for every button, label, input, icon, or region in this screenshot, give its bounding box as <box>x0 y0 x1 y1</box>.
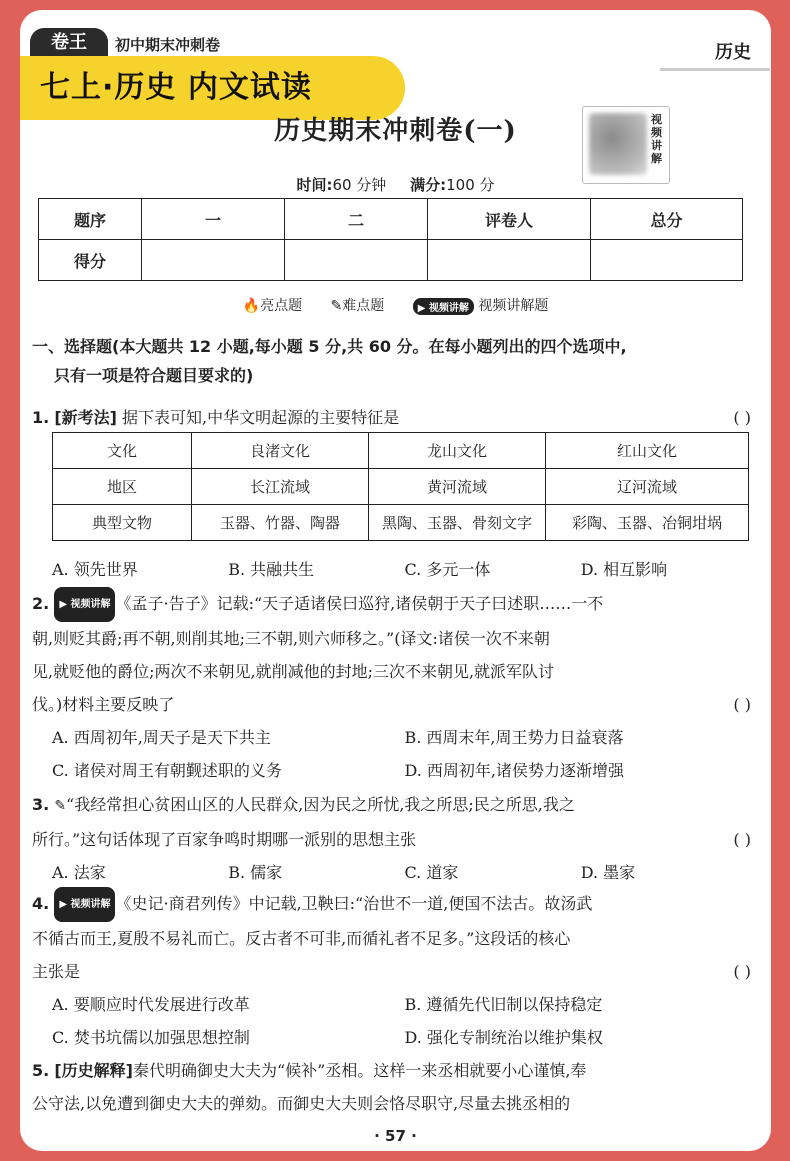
score-table-header <box>39 199 743 240</box>
qr-label: 视频讲解 <box>651 113 662 165</box>
q2-option-c[interactable]: C. 诸侯对周王有朝觐述职的义务 <box>52 761 282 780</box>
q4-option-c[interactable]: C. 焚书坑儒以加强思想控制 <box>52 1028 250 1047</box>
q2-line-4: 伐。)材料主要反映了 <box>32 695 175 714</box>
q2-answer-slot[interactable]: ( ) <box>733 695 751 714</box>
q2-line-1: 《孟子·告子》记载:“天子适诸侯曰巡狩,诸侯朝于天子曰述职……一不 <box>115 594 604 613</box>
qr-image-icon <box>589 113 647 175</box>
table-cell: 文化 <box>53 433 192 469</box>
section-line-1: 一、选择题(本大题共 12 小题,每小题 5 分,共 60 分。在每小题列出的四个选项中, <box>32 337 627 356</box>
q1-culture-table <box>52 432 749 541</box>
legend-difficult <box>331 298 385 314</box>
flame-icon: 🔥 <box>242 298 261 314</box>
q5-number: 5. <box>32 1061 50 1080</box>
subject-tag: 历史 <box>715 42 751 63</box>
score-header-cell: 一 <box>142 199 285 240</box>
section-heading <box>32 332 757 390</box>
table-row <box>53 433 749 469</box>
q5-tag: [历史解释] <box>54 1061 133 1080</box>
page-number: · 57 · <box>374 1127 417 1145</box>
table-cell: 典型文物 <box>53 505 192 541</box>
table-cell: 彩陶、玉器、冶铜坩埚 <box>546 505 749 541</box>
section-line-2: 只有一项是符合题目要求的) <box>54 366 254 385</box>
score-header-cell: 总分 <box>591 199 743 240</box>
question-4 <box>32 887 757 1054</box>
q2-line-2: 朝,则贬其爵;再不朝,则削其地;三不朝,则六师移之。”(译文:诸侯一次不来朝 <box>32 629 550 648</box>
question-1 <box>32 401 757 434</box>
table-cell: 长江流域 <box>192 469 369 505</box>
table-cell: 辽河流域 <box>546 469 749 505</box>
q2-line-3: 见,就贬他的爵位;两次不来朝见,就削减他的封地;三次不来朝见,就派军队讨 <box>32 662 555 681</box>
brand-logo: 卷王 <box>30 28 108 60</box>
score-row-label: 得分 <box>39 240 142 281</box>
exam-page <box>20 10 771 1151</box>
q3-number: 3. <box>32 795 50 814</box>
q4-number: 4. <box>32 894 50 913</box>
question-2 <box>32 587 757 787</box>
legend <box>20 295 771 315</box>
score-table-row <box>39 240 743 281</box>
preview-banner: 七上·历史 内文试读 <box>20 56 405 120</box>
pencil-note-icon: ✎ <box>330 298 343 314</box>
table-cell: 地区 <box>53 469 192 505</box>
q5-line-1: 秦代明确御史大夫为“候补”丞相。这样一来丞相就要小心谨慎,奉 <box>132 1061 587 1080</box>
question-5 <box>32 1054 757 1120</box>
video-qr-code[interactable] <box>582 106 670 184</box>
q1-stem: 据下表可知,中华文明起源的主要特征是 <box>122 408 400 427</box>
score-label: 满分: <box>410 176 447 194</box>
series-title: 初中期末冲刺卷 <box>115 36 221 54</box>
q4-option-d[interactable]: D. 强化专制统治以维护集权 <box>404 1028 603 1047</box>
q4-option-b[interactable]: B. 遵循先代旧制以保持稳定 <box>404 995 603 1014</box>
subject-underline <box>660 68 770 71</box>
table-row <box>53 505 749 541</box>
legend-difficult-label: 难点题 <box>342 298 385 314</box>
table-row <box>53 469 749 505</box>
score-value: 100 分 <box>446 176 495 194</box>
score-cell[interactable] <box>428 240 591 281</box>
legend-video <box>413 298 549 314</box>
q4-option-a[interactable]: A. 要顺应时代发展进行改革 <box>52 995 250 1014</box>
q3-option-b[interactable]: B. 儒家 <box>228 863 283 882</box>
q1-option-c[interactable]: C. 多元一体 <box>404 560 491 579</box>
q2-number: 2. <box>32 594 50 613</box>
score-header-cell: 二 <box>285 199 428 240</box>
q3-line-1: “我经常担心贫困山区的人民群众,因为民之所忧,我之所思;民之所思,我之 <box>66 795 575 814</box>
legend-highlight-label: 亮点题 <box>260 298 303 314</box>
legend-video-label: 视频讲解题 <box>478 298 549 314</box>
q2-option-d[interactable]: D. 西周初年,诸侯势力逐渐增强 <box>404 761 625 780</box>
time-label: 时间: <box>296 176 333 194</box>
table-cell: 黄河流域 <box>369 469 546 505</box>
q4-line-1: 《史记·商君列传》中记载,卫鞅曰:“治世不一道,便国不法古。故汤武 <box>115 894 593 913</box>
q3-option-c[interactable]: C. 道家 <box>404 863 459 882</box>
q2-video-pill[interactable]: ▶ 视频讲解 <box>54 587 115 622</box>
q1-option-d[interactable]: D. 相互影响 <box>580 560 668 579</box>
q1-option-a[interactable]: A. 领先世界 <box>52 560 138 579</box>
q1-option-b[interactable]: B. 共融共生 <box>228 560 315 579</box>
video-pill-label: 视频讲解 <box>428 302 469 314</box>
q1-options <box>32 553 757 586</box>
q2-video-pill-label: 视频讲解 <box>70 599 111 610</box>
score-cell[interactable] <box>285 240 428 281</box>
q3-answer-slot[interactable]: ( ) <box>733 830 751 849</box>
table-cell: 玉器、竹器、陶器 <box>192 505 369 541</box>
q1-number: 1. <box>32 408 50 427</box>
score-cell[interactable] <box>142 240 285 281</box>
paper-title: 历史期末冲刺卷(一) <box>274 116 517 146</box>
q3-option-d[interactable]: D. 墨家 <box>580 863 636 882</box>
q4-answer-slot[interactable]: ( ) <box>733 962 751 981</box>
table-cell: 红山文化 <box>546 433 749 469</box>
q2-option-b[interactable]: B. 西周末年,周王势力日益衰落 <box>404 728 624 747</box>
q4-video-pill[interactable]: ▶ 视频讲解 <box>54 887 115 922</box>
q4-video-pill-label: 视频讲解 <box>70 899 111 910</box>
q1-answer-slot[interactable]: ( ) <box>733 408 751 427</box>
video-pill: ▶ 视频讲解 <box>413 298 474 315</box>
time-value: 60 分钟 <box>332 176 387 194</box>
q4-line-2: 不循古而王,夏殷不易礼而亡。反古者不可非,而循礼者不足多。”这段话的核心 <box>32 929 571 948</box>
q2-option-a[interactable]: A. 西周初年,周天子是天下共主 <box>52 728 271 747</box>
score-header-cell: 题序 <box>39 199 142 240</box>
question-3 <box>32 788 757 889</box>
table-cell: 良渚文化 <box>192 433 369 469</box>
q3-line-2: 所行。”这句话体现了百家争鸣时期哪一派别的思想主张 <box>32 830 417 849</box>
q5-line-2: 公守法,以免遭到御史大夫的弹劾。而御史大夫则会恪尽职守,尽量去挑丞相的 <box>32 1094 571 1113</box>
exam-meta <box>20 174 771 195</box>
table-cell: 龙山文化 <box>369 433 546 469</box>
q4-line-3: 主张是 <box>32 962 81 981</box>
q3-option-a[interactable]: A. 法家 <box>52 863 106 882</box>
pencil-note-icon: ✎ <box>54 798 67 814</box>
legend-highlight <box>243 298 302 314</box>
score-cell[interactable] <box>591 240 743 281</box>
table-cell: 黑陶、玉器、骨刻文字 <box>369 505 546 541</box>
score-header-cell: 评卷人 <box>428 199 591 240</box>
q1-tag: [新考法] <box>54 408 117 427</box>
score-table <box>38 198 743 281</box>
